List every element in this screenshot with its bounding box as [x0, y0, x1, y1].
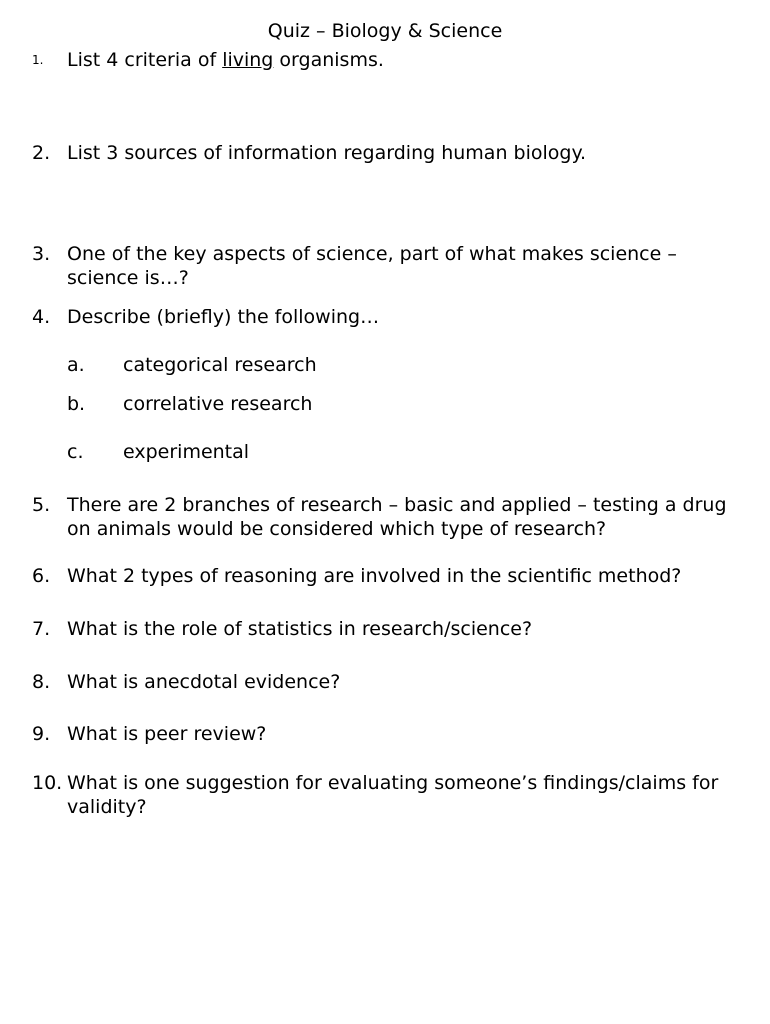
question-number: 4. — [32, 306, 51, 328]
quiz-title: Quiz – Biology & Science — [267, 20, 503, 42]
question-number: 10. — [32, 772, 63, 794]
subitem-letter: b. — [67, 393, 86, 415]
question-number: 5. — [32, 494, 51, 516]
question-number: 2. — [32, 142, 51, 164]
question-text: List 3 sources of information regarding human biology. — [67, 142, 587, 164]
subitem-text: correlative research — [123, 393, 313, 415]
question-number: 7. — [32, 618, 51, 640]
question-text: List 4 criteria of living organisms. — [67, 49, 384, 71]
question-number: 3. — [32, 243, 51, 265]
question-text: What is one suggestion for evaluating someone’s findings/claims for validity? — [67, 772, 719, 818]
question-text: What is peer review? — [67, 723, 267, 745]
question-text: There are 2 branches of research – basic and applied – testing a drug on animals would be considered which type of research? — [67, 494, 727, 540]
question-text: What is anecdotal evidence? — [67, 671, 341, 693]
underlined-word: living — [222, 49, 274, 71]
question-number: 8. — [32, 671, 51, 693]
question-text: What 2 types of reasoning are involved in the scientific method? — [67, 565, 682, 587]
question-number: 1. — [32, 53, 44, 67]
question-text: One of the key aspects of science, part of what makes science – science is…? — [67, 243, 677, 289]
subitem-letter: c. — [67, 441, 84, 463]
subitem-letter: a. — [67, 354, 85, 376]
question-number: 6. — [32, 565, 51, 587]
subitem-text: categorical research — [123, 354, 317, 376]
question-number: 9. — [32, 723, 51, 745]
question-text: Describe (briefly) the following… — [67, 306, 380, 328]
subitem-text: experimental — [123, 441, 250, 463]
question-text: What is the role of statistics in research/science? — [67, 618, 533, 640]
